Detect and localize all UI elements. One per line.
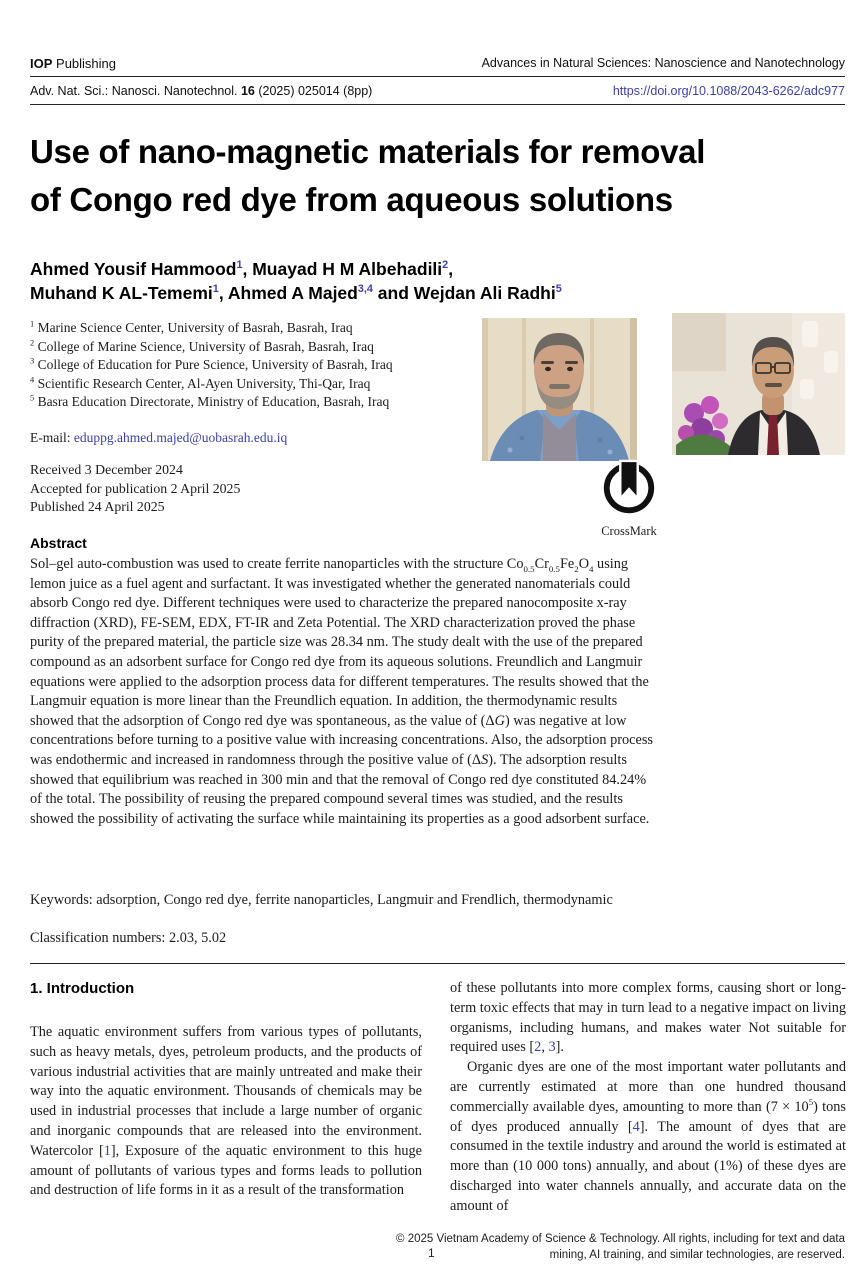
header-rule-bottom <box>30 104 845 105</box>
citation-link[interactable]: 3 <box>548 1039 556 1056</box>
publisher-logo: IOP Publishing <box>30 56 117 71</box>
citation-link[interactable]: 1 <box>103 1142 111 1159</box>
author-photo-2-image <box>672 313 845 455</box>
email-line <box>30 430 287 446</box>
accepted-date: Accepted for publication 2 April 2025 <box>30 480 241 496</box>
article-title-line: Use of nano-magnetic materials for removal <box>30 133 706 170</box>
section-divider-rule <box>30 963 845 964</box>
crossmark-badge[interactable] <box>591 459 667 539</box>
affiliation-line: $^2$ College of Marine Science, University of Basrah, Basrah, Iraq <box>30 338 374 354</box>
article-title <box>30 128 845 224</box>
author-photo-1-image <box>482 318 637 461</box>
header-row-1 <box>30 56 845 71</box>
citation-link[interactable]: 4 <box>632 1118 640 1135</box>
author-line: Ahmed Yousif Hammood$^1$, Muayad H M Albehadili$^2$, <box>30 259 454 279</box>
article-title-line: of Congo red dye from aqueous solutions <box>30 181 673 218</box>
affiliation-line: $^5$ Basra Education Directorate, Ministry of Education, Basrah, Iraq <box>30 393 390 410</box>
affiliation-line: $^3$ College of Education for Pure Science, University of Basrah, Iraq <box>30 356 393 373</box>
header-row-2 <box>30 84 845 98</box>
affiliations <box>30 319 478 412</box>
intro-paragraph-right-2: Organic dyes are one of the most important water pollutants and are currently estimated at more than one hundred thousand commercially available dyes, amounting to more than $(7 \times 10^5)$ tons of dyes produced annually [4]. The amount of dyes that are consumed in the textile industry and around the world is estimated at more than (10 000 tons) annually, and about (1%) of these dyes are discharged into water channels annually, and accurate data on the amount of <box>450 1059 846 1214</box>
intro-right-column <box>450 979 846 1217</box>
email-link[interactable]: eduppg.ahmed.majed@uobasrah.edu.iq <box>73 430 288 445</box>
affiliation-line: $^4$ Scientific Research Center, Al-Ayen University, Thi-Qar, Iraq <box>30 375 371 391</box>
introduction-heading: 1. Introduction <box>30 980 135 997</box>
doi-link[interactable]: https://doi.org/10.1088/2043-6262/adc977 <box>612 84 845 98</box>
abstract-text: Sol–gel auto-combustion was used to create ferrite nanoparticles with the structure $Co_{0.5}Cr_{0.5}Fe_2O_4$ using lemon juice as a fuel agent and surfactant. It was investigated whether the generated nanomaterials could absorb Congo red dye. Different techniques were used to characterize the prepared nanocomposite x-ray diffraction (XRD), FE-SEM, EDX, FT-IR and Zeta Potential. The XRD characterization proved the phase purity of the prepared material, the particle size was 28.34 nm. The study dealt with the use of the prepared compound as an adsorbent surface for Congo red dye from its aqueous solutions. Freundlich and Langmuir equations were applied to the adsorption process data for different temperatures. The results showed that the Langmuir equation is more linear than the Freundlich equation. In addition, the thermodynamic results showed that the adsorption of Congo red dye was spontaneous, as the value of (ΔG) was negative at low concentrations before turning to a positive value with increasing concentrations. Also, the adsorption process was endothermic and increased in randomness through the positive value of (ΔS). The adsorption results showed that equilibrium was reached in 300 min and that the removal of Congo red dye constituted 84.24% of the total. The possibility of reusing the prepared compound several times was studied, and the results showed the possibility of activating the surface while maintaining its properties as a good adsorbent surface. <box>30 556 653 827</box>
article-dates <box>30 461 240 517</box>
crossmark-icon <box>592 459 666 519</box>
page-number: 1 <box>428 1246 435 1260</box>
published-date: Published 24 April 2025 <box>30 499 165 515</box>
abstract-heading: Abstract <box>30 535 87 551</box>
keywords-line: Keywords: adsorption, Congo red dye, ferrite nanoparticles, Langmuir and Frendlich, thermodynamic <box>30 892 613 908</box>
header-rule-top <box>30 76 845 77</box>
journal-name: Advances in Natural Sciences: Nanoscience and Nanotechnology <box>481 56 845 70</box>
email-label: E-mail: <box>30 430 74 445</box>
citation-info: Adv. Nat. Sci.: Nanosci. Nanotechnol. 16 (2025) 025014 (8pp) <box>30 84 373 98</box>
author-list <box>30 257 562 305</box>
classification-line: Classification numbers: 2.03, 5.02 <box>30 930 227 946</box>
author-photo-1 <box>482 318 637 461</box>
intro-paragraph-right-1: of these pollutants into more complex forms, causing short or long-term toxic effects that may in turn lead to a negative impact on living organisms, including humans, and makes water Not suitable for required uses [2, 3]. <box>450 980 846 1056</box>
crossmark-label: CrossMark <box>601 524 657 538</box>
intro-left-column <box>30 978 422 1201</box>
author-line: Muhand K AL-Tememi$^1$, Ahmed A Majed$^{3,4}$ and Wejdan Ali Radhi$^5$ <box>30 283 562 303</box>
affiliation-line: $^1$ Marine Science Center, University of Basrah, Basrah, Iraq <box>30 319 353 335</box>
citation-link[interactable]: 2 <box>534 1039 542 1056</box>
received-date: Received 3 December 2024 <box>30 462 183 477</box>
author-photo-2 <box>672 313 845 455</box>
intro-paragraph-left: The aquatic environment suffers from various types of pollutants, such as heavy metals, dyes, petroleum products, and the products of various industrial activities that are mainly untreated and make their way into the aquatic environment. Thousands of chemicals may be used in industrial processes that include a large number of organic and inorganic compounds that are released into the environment. Watercolor [1], Exposure of the aquatic environment to this huge amount of pollutants of various types and forms leads to pollution and destruction of life forms in it as a result of the transformation <box>30 1024 422 1199</box>
copyright-notice: © 2025 Vietnam Academy of Science & Technology. All rights, including for text and data mining, AI training, and similar technologies, are reserved. <box>396 1233 845 1261</box>
